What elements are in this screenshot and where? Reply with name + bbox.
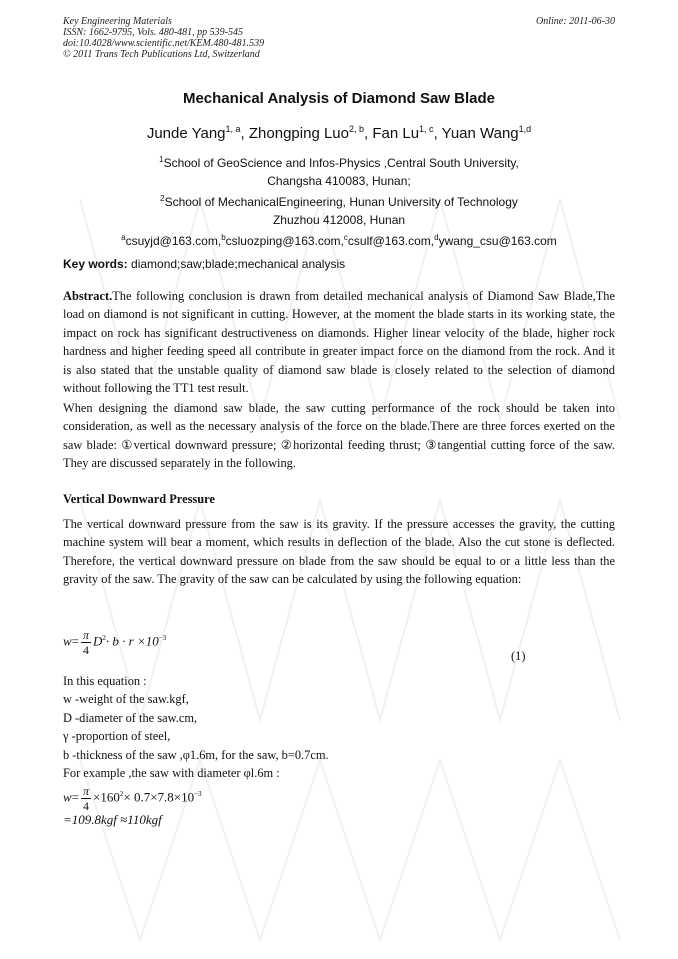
author-name: Zhongping Luo	[248, 125, 349, 142]
affiliation-sup: 1	[159, 155, 164, 164]
journal-issn: ISSN: 1662-9795, Vols. 480-481, pp 539-545	[63, 27, 243, 38]
online-date: Online: 2011-06-30	[536, 16, 615, 27]
eq2-equals: =	[71, 789, 80, 805]
author-sup: 1,d	[518, 124, 532, 134]
eq1-frac-num: π	[83, 628, 90, 642]
email-sup: a	[121, 233, 126, 242]
email-link[interactable]: csluozping@163.com,	[225, 234, 344, 248]
eq2-rhs-rest: × 0.7×7.8×10	[123, 789, 195, 805]
eq2-frac-num: π	[83, 784, 90, 798]
email-sup: b	[221, 233, 226, 242]
eq1-frac-den: 4	[83, 643, 90, 657]
eq1-rhs-rest: · b · r ×10	[105, 633, 159, 649]
definitions-list	[63, 672, 615, 782]
affiliation-2-line2: Zhuzhou 412008, Hunan	[272, 213, 406, 227]
abstract-label: Abstract.	[63, 289, 113, 303]
affiliation-sup: 2	[160, 194, 165, 203]
journal-doi: doi:10.4028/www.scientific.net/KEM.480-481.539	[63, 38, 265, 49]
author-sup: 2, b	[348, 124, 364, 134]
email-link[interactable]: csulf@163.com,	[347, 234, 435, 248]
eq2-fraction	[81, 784, 91, 813]
definition-line: γ -proportion of steel,	[63, 729, 171, 744]
author-name: Yuan Wang	[441, 125, 519, 142]
definition-line: D -diameter of the saw.cm,	[63, 710, 198, 725]
email-link[interactable]: ywang_csu@163.com	[438, 234, 557, 248]
paper-title: Mechanical Analysis of Diamond Saw Blade	[182, 90, 496, 107]
eq2-frac-den: 4	[83, 799, 90, 813]
journal-name: Key Engineering Materials	[63, 16, 172, 27]
eq1-rhs: D	[93, 633, 103, 649]
email-link[interactable]: csuyjd@163.com,	[125, 234, 222, 248]
eq1-rhs-sup: 2	[102, 634, 106, 643]
eq2-rhs-sup: 2	[119, 790, 124, 799]
equation-1	[63, 628, 166, 657]
author-list: Junde Yang$^{1, a}$, Zhongping Luo$^{2, b}$, Fan Lu$^{1, c}$, Yuan Wang$^{1,d}$	[146, 124, 532, 142]
abstract-paragraph	[63, 287, 615, 397]
email-sup: d	[434, 233, 439, 242]
keywords-text: diamond;saw;blade;mechanical analysis	[127, 257, 346, 271]
eq2-rhs-exp: −3	[194, 790, 202, 799]
definition-line: w -weight of the saw.kgf,	[63, 692, 189, 707]
definition-line: b -thickness of the saw ,φ1.6m, for the saw, b=0.7cm.	[63, 747, 329, 762]
journal-copyright: © 2011 Trans Tech Publications Ltd, Switzerland	[63, 49, 260, 60]
author-name: Fan Lu	[372, 125, 420, 142]
equation-2	[63, 784, 202, 813]
keywords	[63, 257, 623, 271]
eq2-rhs: ×160	[93, 789, 120, 805]
definition-line: For example ,the saw with diameter φl.6m :	[63, 766, 280, 781]
email-line	[0, 229, 678, 250]
journal-header	[63, 16, 615, 60]
affiliation-1-line1: School of GeoScience and Infos-Physics ,Central South University,	[163, 156, 519, 170]
definition-line: In this equation :	[63, 674, 147, 688]
equation-3: =109.8kgf ≈110kgf	[63, 812, 162, 827]
eq2-lhs: w	[63, 789, 72, 805]
eq1-fraction	[81, 628, 91, 657]
author-sup: 1, a	[225, 124, 241, 134]
keywords-label: Key words:	[63, 257, 128, 271]
section-paragraph: The vertical downward pressure from the saw is its gravity. If the pressure accesses the gravity, the cutting machine system will bear a moment, which results in deflection of the blade. Also the cut stone is deflected. Therefore, the vertical downward pressure on blade from the saw should be equal to or a little less than the gravity of the saw. The gravity of the saw can be calculated by using the following equation:	[63, 517, 615, 587]
affiliation-2-line1: School of MechanicalEngineering, Hunan University of Technology	[164, 195, 518, 209]
intro-paragraph: When designing the diamond saw blade, the saw cutting performance of the rock should be taken into consideration, as well as the necessary analysis of the force on the blade.There are three forces exerted on the saw blade: ①vertical downward pressure; ②horizontal feeding thrust; ③tangential cutting force of the saw. They are discussed separately in the following.	[63, 401, 615, 471]
email-sup: c	[343, 233, 348, 242]
affiliations	[0, 151, 678, 250]
eq1-lhs: w	[63, 633, 72, 649]
author-sup: 1, c	[419, 124, 434, 134]
eq1-rhs-exp: −3	[158, 634, 167, 643]
author-name: Junde Yang	[146, 125, 226, 142]
equation-number: (1)	[511, 649, 526, 663]
section-heading: Vertical Downward Pressure	[63, 492, 215, 506]
affiliation-1-line2: Changsha 410083, Hunan;	[267, 174, 411, 188]
eq1-equals: =	[71, 633, 80, 649]
abstract-text: The following conclusion is drawn from detailed mechanical analysis of Diamond Saw Blade,The load on diamond is not significant in cutting. However, at the moment the blade starts in its working state, the impact on rock has significant destructiveness on diamonds. Higher linear velocity of the blade, higher rock hardness and higher feeding speed all contribute in greater impact force on the diamond from the rock. And it is also stated that the unstable quality of diamond saw blade is closely related to the selection of diamond without following the TT1 test result.	[63, 289, 615, 396]
